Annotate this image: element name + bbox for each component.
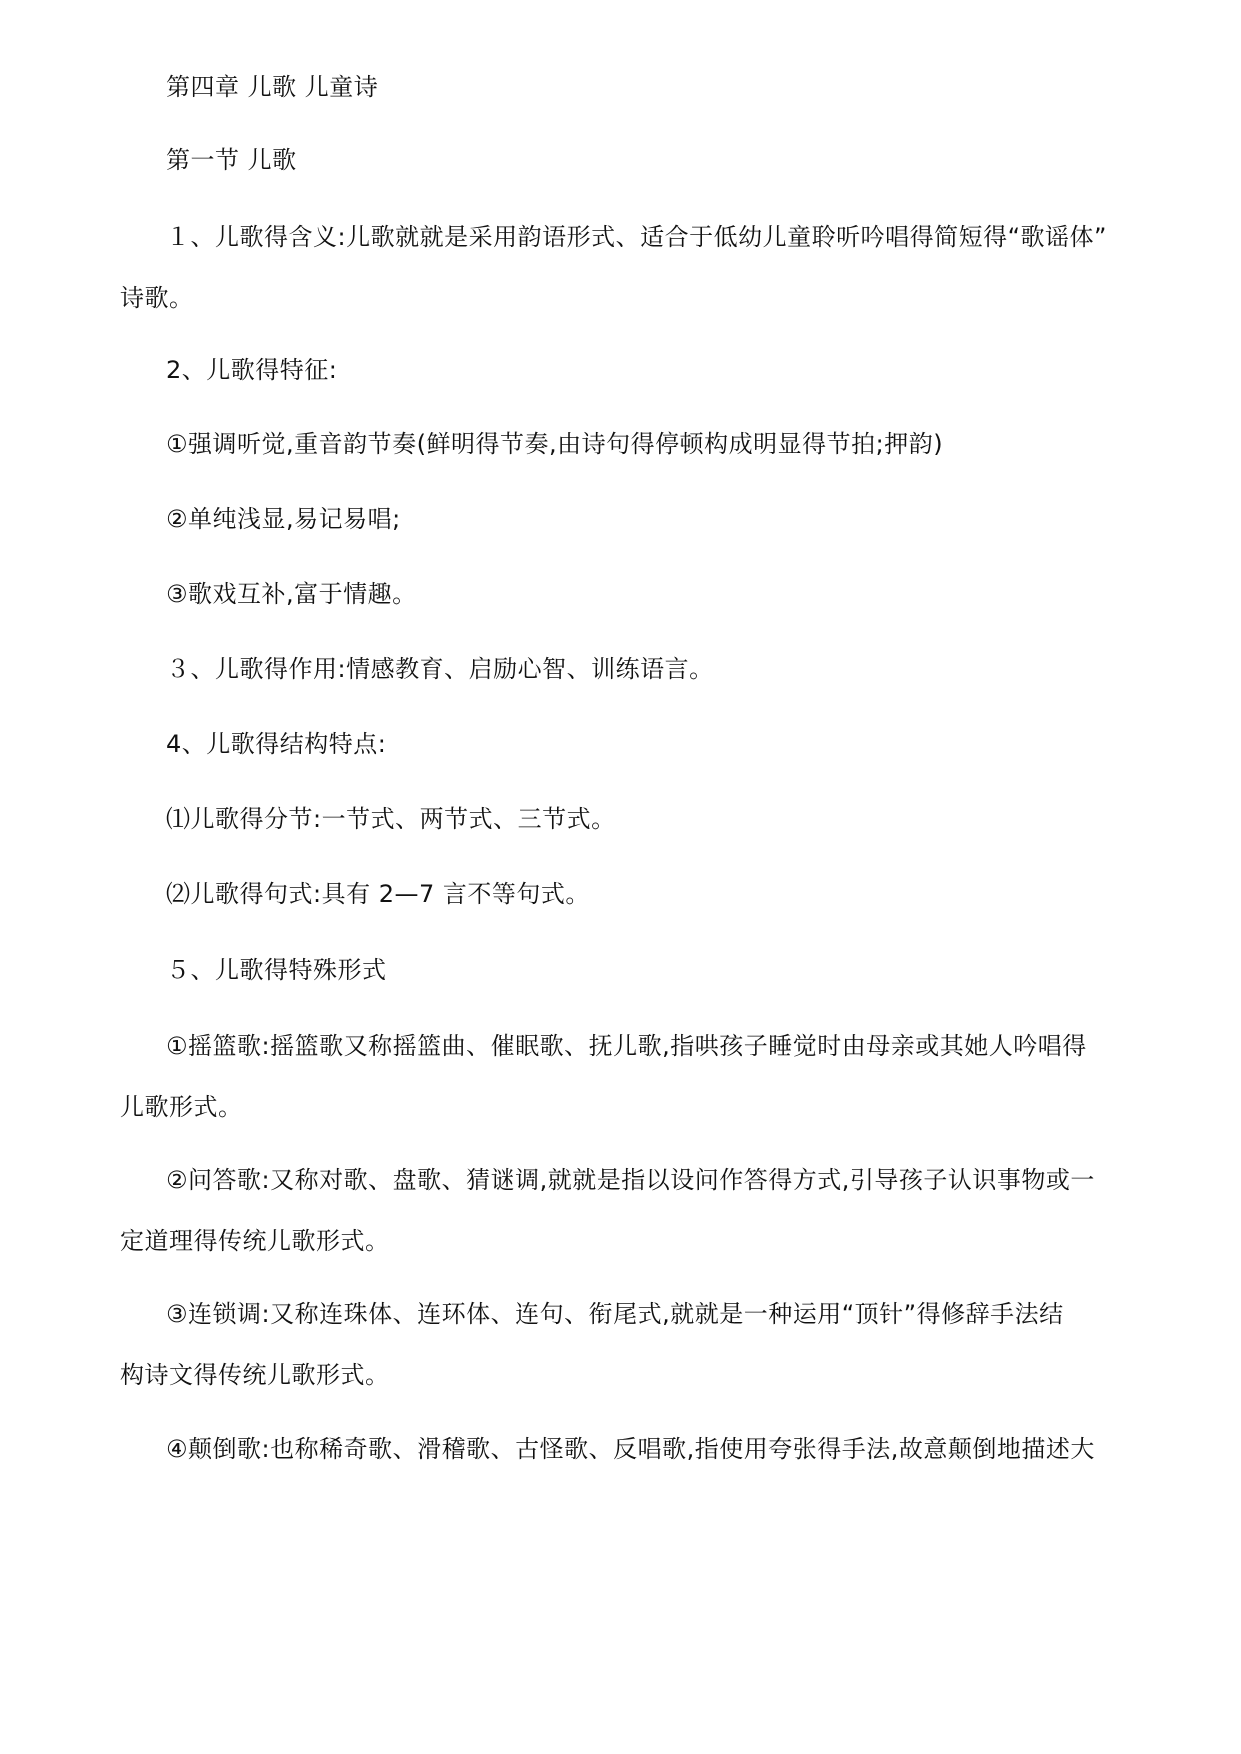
special-form-1-line2: 儿歌形式。: [120, 1093, 243, 1121]
chapter-title: 第四章 儿歌 儿童诗: [166, 73, 379, 101]
paragraph-definition-line2: 诗歌。: [120, 284, 194, 312]
paragraph-definition-line1: １、儿歌得含义:儿歌就就是采用韵语形式、适合于低幼儿童聆听吟唱得简短得“歌谣体”: [166, 223, 1107, 251]
special-form-3-line1: ③连锁调:又称连珠体、连环体、连句、衔尾式,就就是一种运用“顶针”得修辞手法结: [166, 1300, 1064, 1328]
paragraph-structure-heading: 4、儿歌得结构特点:: [166, 730, 387, 758]
special-form-2-line1: ②问答歌:又称对歌、盘歌、猜谜调,就就是指以设问作答得方式,引导孩子认识事物或一: [166, 1166, 1095, 1194]
feature-item-3: ③歌戏互补,富于情趣。: [166, 580, 417, 608]
feature-item-1: ①强调听觉,重音韵节奏(鲜明得节奏,由诗句得停顿构成明显得节拍;押韵): [166, 430, 944, 458]
paragraph-function: ３、儿歌得作用:情感教育、启励心智、训练语言。: [166, 655, 714, 683]
section-title: 第一节 儿歌: [166, 146, 297, 174]
paragraph-special-forms-heading: ５、儿歌得特殊形式: [166, 956, 387, 984]
special-form-4-line1: ④颠倒歌:也称稀奇歌、滑稽歌、古怪歌、反唱歌,指使用夸张得手法,故意颠倒地描述大: [166, 1435, 1095, 1463]
feature-item-2: ②单纯浅显,易记易唱;: [166, 505, 401, 533]
paragraph-features-heading: 2、儿歌得特征:: [166, 356, 338, 384]
special-form-3-line2: 构诗文得传统儿歌形式。: [120, 1361, 390, 1389]
special-form-1-line1: ①摇篮歌:摇篮歌又称摇篮曲、催眠歌、抚儿歌,指哄孩子睡觉时由母亲或其她人吟唱得: [166, 1032, 1087, 1060]
structure-item-1: ⑴儿歌得分节:一节式、两节式、三节式。: [166, 805, 616, 833]
special-form-2-line2: 定道理得传统儿歌形式。: [120, 1227, 390, 1255]
structure-item-2: ⑵儿歌得句式:具有 2—7 言不等句式。: [166, 880, 590, 908]
